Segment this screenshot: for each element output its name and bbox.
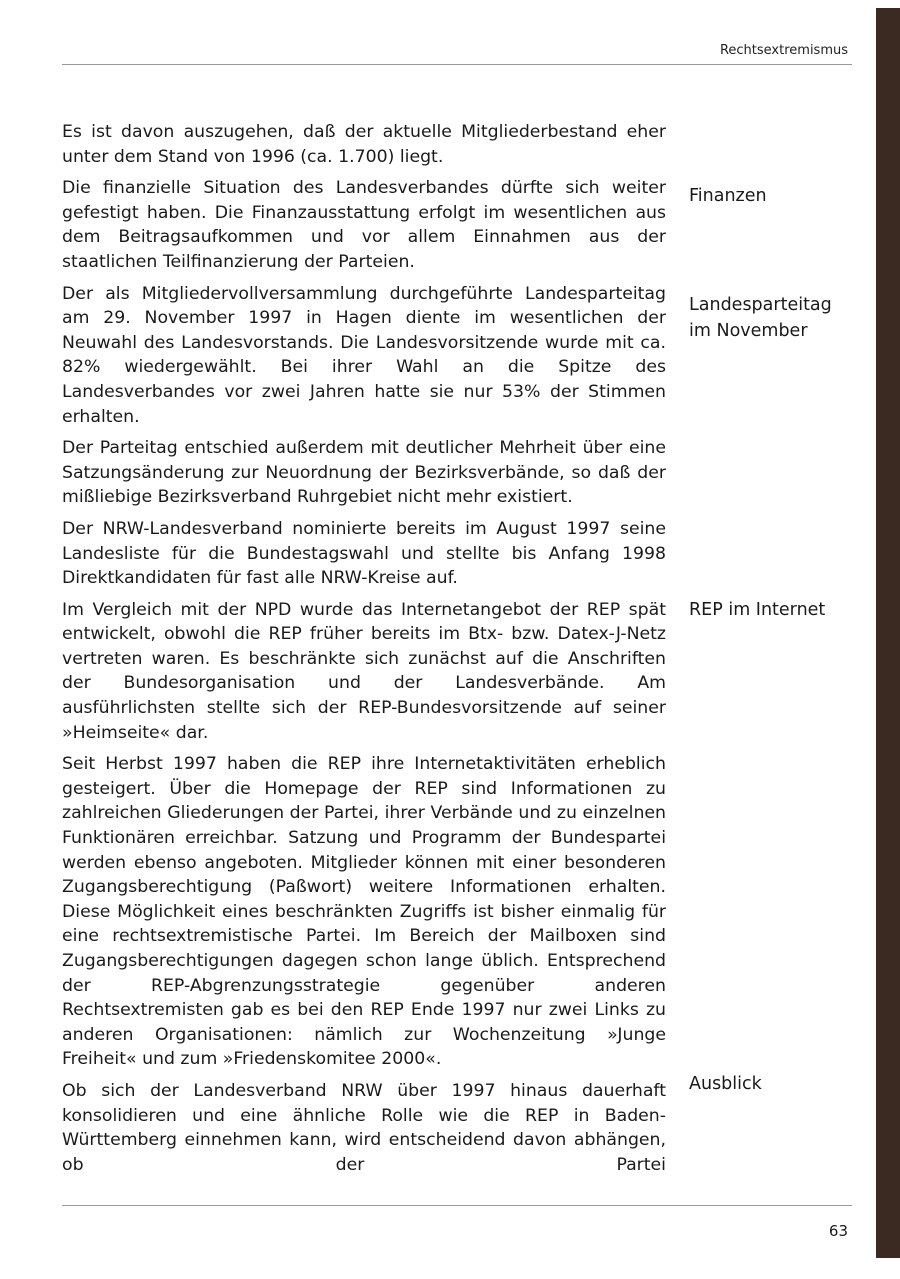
margin-note-november: im November — [689, 321, 808, 341]
margin-note-rep-internet: REP im Internet — [689, 600, 826, 620]
paragraph-internet-early: Im Vergleich mit der NPD wurde das Internetangebot der REP spät entwickelt, obwohl die REP früher bereits im Btx- bzw. Datex-J-Netz vertreten waren. Es beschränkte sich zunächst auf die Anschriften der Bundesorganisation und der Landesverbände. Am ausführlichsten stellte sich der REP-Bundesvorsitzende auf seiner »Heimseite« dar. — [62, 599, 666, 743]
paragraph-membership: Es ist davon auszugehen, daß der aktuelle Mitgliederbestand eher unter dem Stand von 1996 (ca. 1.700) liegt. — [62, 122, 666, 167]
paragraph-candidates: Der NRW-Landesverband nominierte bereits im August 1997 seine Landesliste für die Bundestagswahl und stellte bis Anfang 1998 Direktkandidaten für fast alle NRW-Kreise auf. — [62, 518, 666, 589]
main-text-column — [62, 120, 666, 1184]
paragraph-outlook: Ob sich der Landesverband NRW über 1997 hinaus dauerhaft konsolidieren und eine ähnliche Rolle wie die REP in Baden-Württemberg einnehmen kann, wird entscheidend davon abhängen, ob der Partei — [62, 1080, 666, 1175]
paragraph-finances: Die finanzielle Situation des Landesverbandes dürfte sich weiter gefestigt haben. Die Finanzausstattung erfolgt im wesentlichen aus dem Beitragsaufkommen und vor allem Einnahmen aus der staatlichen Teilfinanzierung der Parteien. — [62, 178, 666, 272]
running-header: Rechtsextremismus — [719, 43, 848, 58]
paragraph-internet-growth: Seit Herbst 1997 haben die REP ihre Internetaktivitäten erheblich gesteigert. Über die Homepage der REP sind Informationen zu zahlreichen Gliederungen der Partei, ihrer Verbände und zu einzelnen Funktionären erreichbar. Satzung und Programm der Bundespartei werden ebenso angeboten. Mitglieder können mit einer besonderen Zugangsberechtigung (Paßwort) weitere Informationen erhalten. Diese Möglichkeit eines beschränkten Zugriffs ist bisher einmalig für eine rechtsextremistische Partei. Im Bereich der Mailboxen sind Zugangsberechtigungen dagegen schon lange üblich. Entsprechend der REP-Abgrenzungsstrategie gegenüber anderen Rechtsextremisten gab es bei den REP Ende 1997 nur zwei Links zu anderen Organisationen: nämlich zur Wochenzeitung »Junge Freiheit« und zum »Friedenskomitee 2000«. — [62, 754, 666, 1070]
margin-note-landesparteitag: Landesparteitag — [689, 295, 832, 315]
paragraph-statute-change: Der Parteitag entschied außerdem mit deutlicher Mehrheit über eine Satzungsänderung zur Neuordnung der Bezirksverbände, so daß der mißliebige Bezirksverband Ruhrgebiet nicht mehr existiert. — [62, 438, 666, 508]
margin-note-finanzen: Finanzen — [689, 186, 767, 206]
margin-note-ausblick: Ausblick — [689, 1074, 762, 1094]
header-rule — [62, 64, 852, 65]
page-edge-shadow — [876, 8, 900, 1258]
paragraph-party-conference: Der als Mitgliedervollversammlung durchgeführte Landesparteitag am 29. November 1997 in Hagen diente im wesentlichen der Neuwahl des Landesvorstands. Die Landesvorsitzende wurde mit ca. 82% wiedergewählt. Bei ihrer Wahl an die Spitze des Landesverbandes vor zwei Jahren hatte sie nur 53% der Stimmen erhalten. — [62, 283, 666, 427]
footer-rule — [62, 1205, 852, 1206]
page-number: 63 — [828, 1222, 848, 1240]
